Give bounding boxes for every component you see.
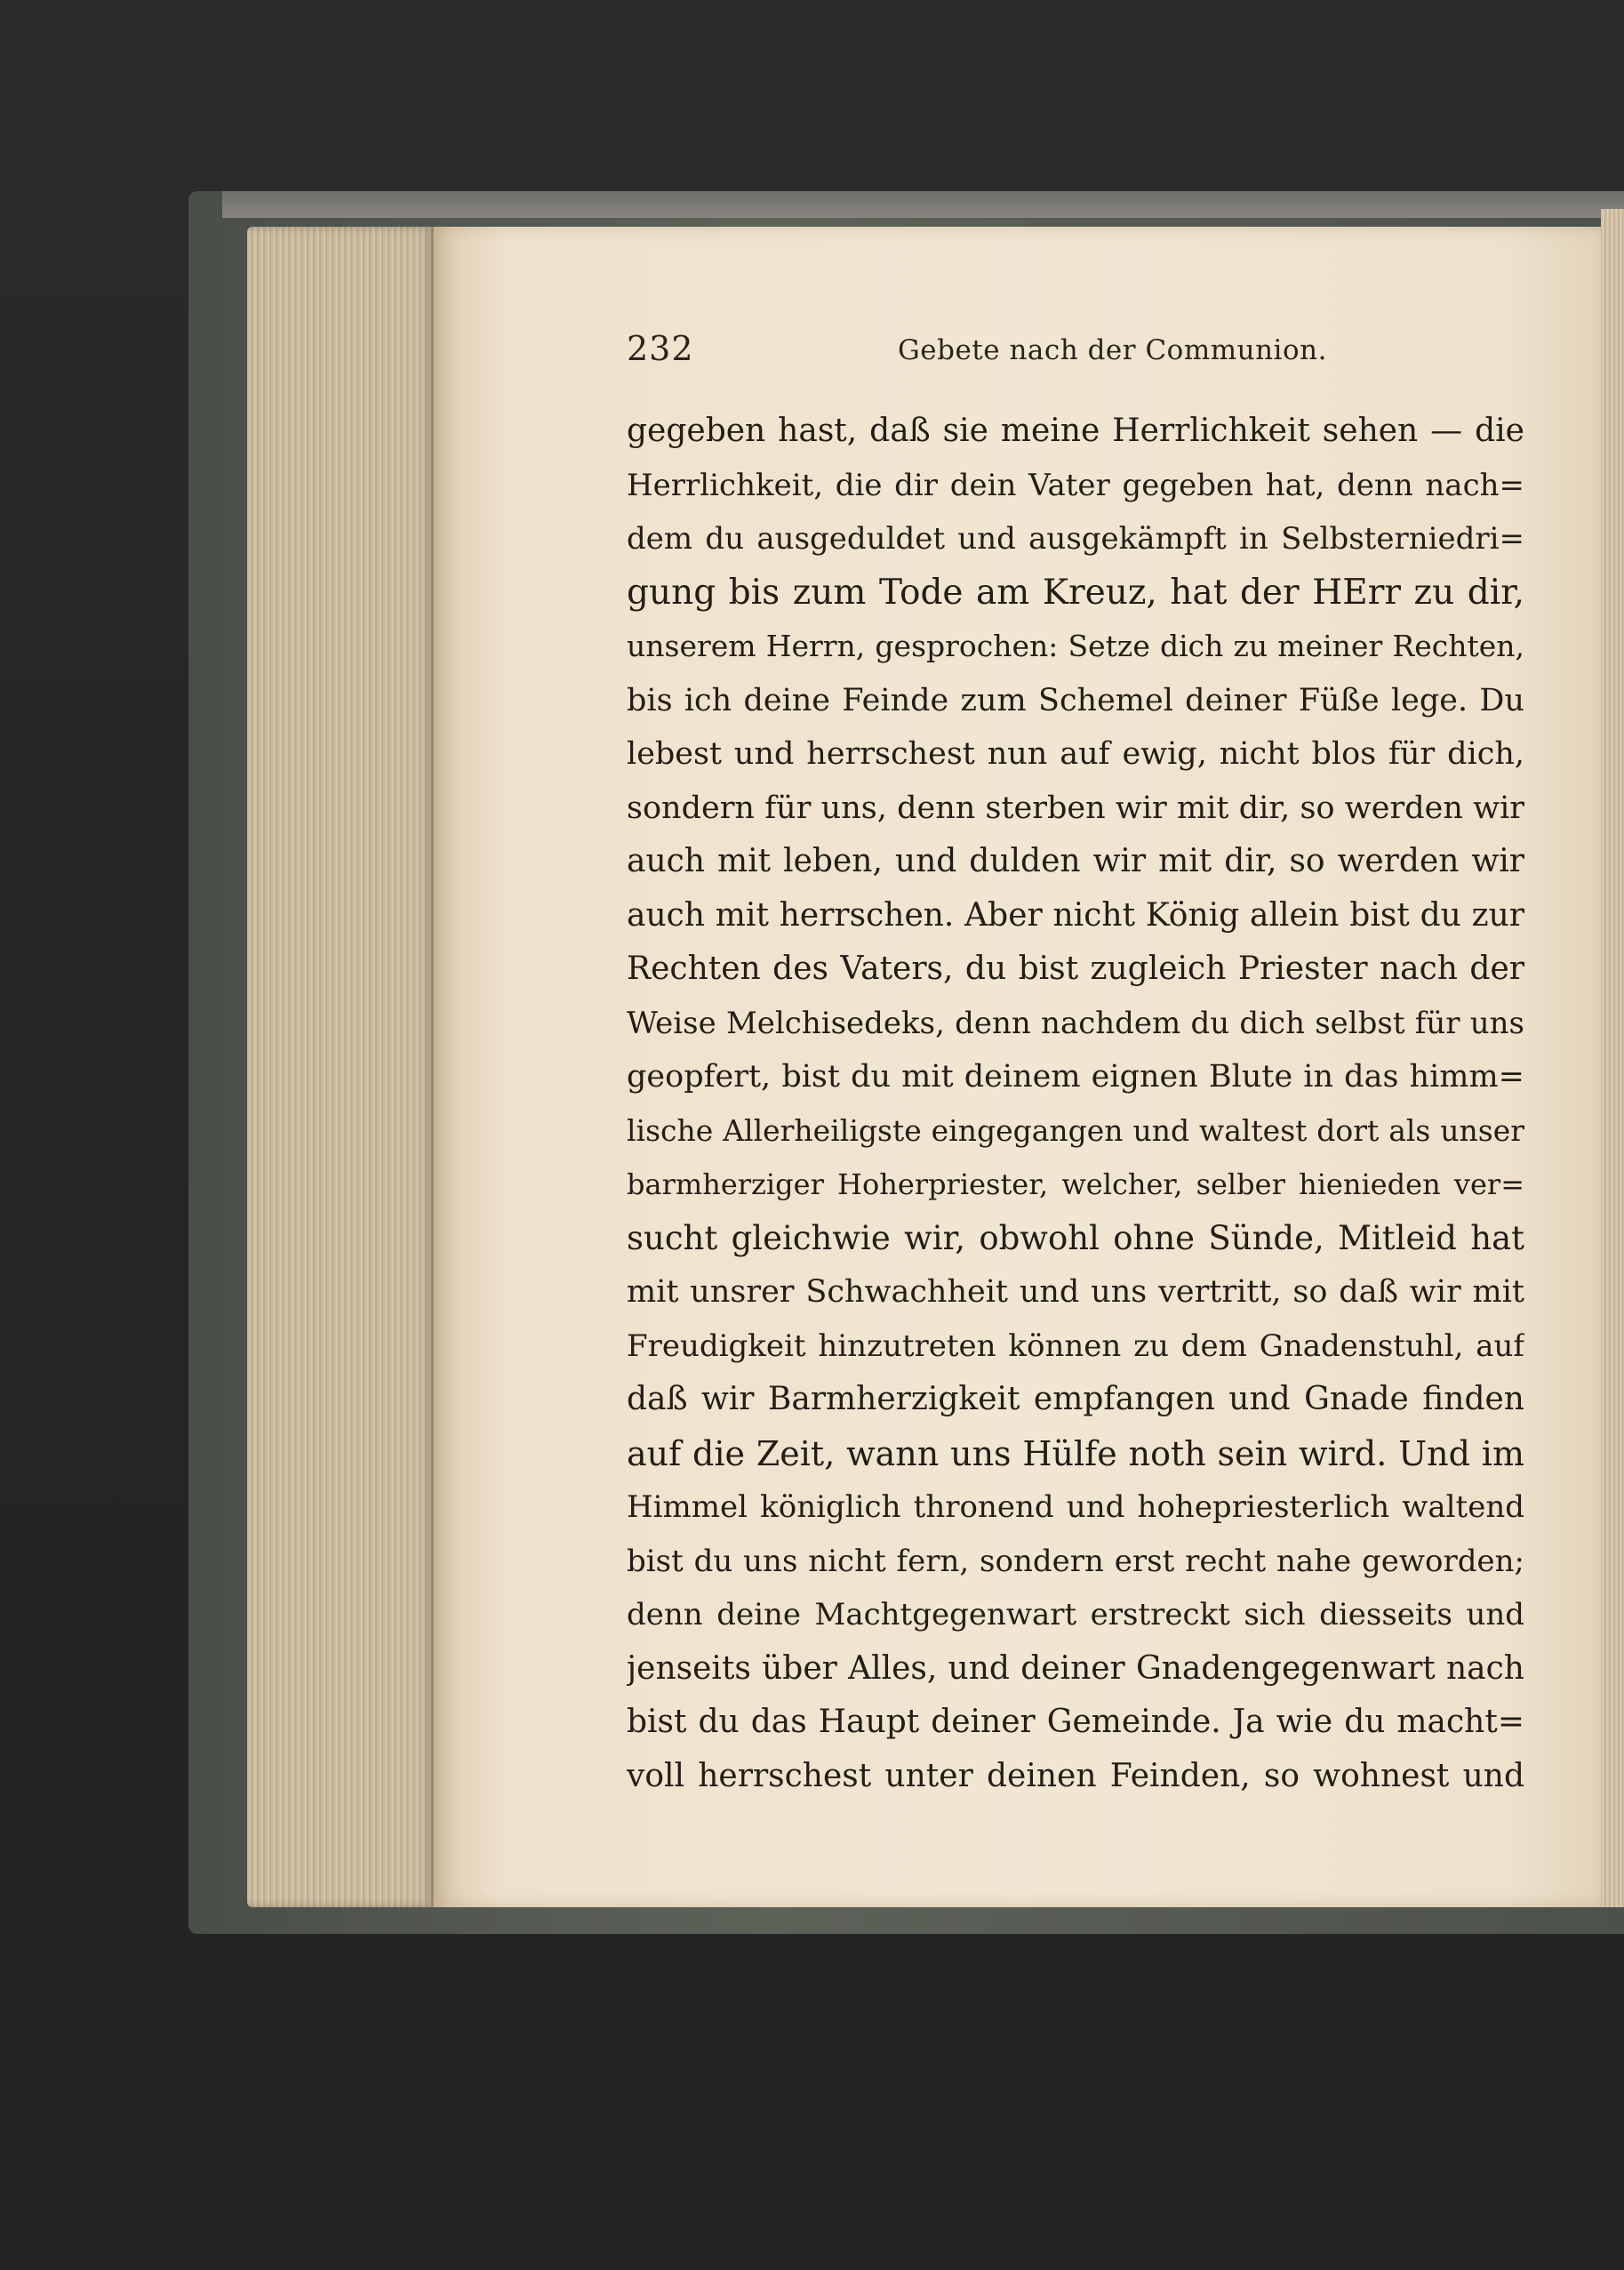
- text-line: bist du uns nicht fern, sondern erst recht nahe geworden;: [627, 1543, 1524, 1579]
- text-line: sucht gleichwie wir, obwohl ohne Sünde, Mitleid hat: [627, 1218, 1524, 1257]
- running-head: [627, 329, 1524, 373]
- text-line: Rechten des Vaters, du bist zugleich Priester nach der: [627, 951, 1524, 987]
- page-number: 232: [627, 329, 694, 368]
- text-line: bist du das Haupt deiner Gemeinde. Ja wie du macht=: [627, 1704, 1524, 1740]
- text-line: bis ich deine Feinde zum Schemel deiner Füße lege. Du: [627, 682, 1524, 718]
- text-line: Freudigkeit hinzutreten können zu dem Gnadenstuhl, auf: [627, 1328, 1524, 1364]
- text-line: geopfert, bist du mit deinem eignen Blute in das himm=: [627, 1059, 1524, 1095]
- running-title: Gebete nach der Communion.: [898, 334, 1327, 366]
- text-line: jenseits über Alles, und deiner Gnadengegenwart nach: [627, 1649, 1524, 1687]
- text-line: unserem Herrn, gesprochen: Setze dich zu meiner Rechten,: [627, 629, 1524, 663]
- text-line: auf die Zeit, wann uns Hülfe noth sein wird. Und im: [627, 1433, 1524, 1473]
- book-cover-top-edge: [222, 191, 1624, 218]
- text-line: daß wir Barmherzigkeit empfangen und Gnade finden: [627, 1381, 1524, 1417]
- text-line: Himmel königlich thronend und hohepriesterlich waltend: [627, 1489, 1524, 1525]
- text-line: gegeben hast, daß sie meine Herrlichkeit sehen — die: [627, 413, 1524, 449]
- text-line: Herrlichkeit, die dir dein Vater gegeben hat, denn nach=: [627, 467, 1524, 503]
- text-line: denn deine Machtgegenwart erstreckt sich diesseits und: [627, 1597, 1524, 1632]
- text-line: gung bis zum Tode am Kreuz, hat der HErr zu dir,: [627, 572, 1524, 613]
- text-line: mit unsrer Schwachheit und uns vertritt, so daß wir mit: [627, 1274, 1524, 1310]
- text-line: Weise Melchisedeks, denn nachdem du dich selbst für uns: [627, 1005, 1524, 1041]
- text-line: lebest und herrschest nun auf ewig, nicht blos für dich,: [627, 736, 1524, 772]
- page-edges-right: [1601, 209, 1624, 1907]
- text-line: barmherziger Hoherpriester, welcher, selber hienieden ver=: [627, 1167, 1524, 1201]
- text-line: auch mit herrschen. Aber nicht König allein bist du zur: [627, 896, 1524, 934]
- text-line: lische Allerheiligste eingegangen und waltest dort als unser: [627, 1112, 1524, 1148]
- body-text: [627, 405, 1524, 1803]
- text-line: voll herrschest unter deinen Feinden, so wohnest und: [627, 1757, 1524, 1794]
- text-line: sondern für uns, denn sterben wir mit dir, so werden wir: [627, 790, 1524, 826]
- text-line: dem du ausgeduldet und ausgekämpft in Selbsterniedri=: [627, 521, 1524, 557]
- page-edges-left: [247, 227, 434, 1907]
- text-line: auch mit leben, und dulden wir mit dir, so werden wir: [627, 843, 1524, 879]
